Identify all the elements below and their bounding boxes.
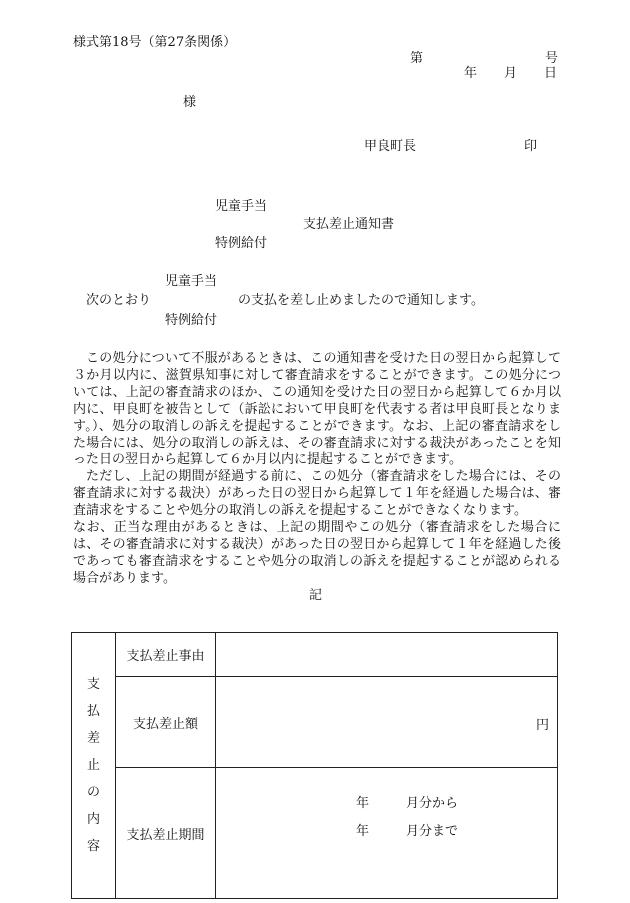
vertical-char: 支 [86, 677, 100, 692]
period-to-month: 月分まで [406, 824, 459, 839]
table-row [72, 768, 558, 899]
date-year: 年 [464, 66, 478, 81]
vertical-char: の [86, 785, 100, 800]
date-month: 月 [504, 66, 518, 81]
addressee-honorific: 様 [183, 95, 197, 110]
ki-heading: 記 [309, 588, 323, 603]
intro-prefix: 次のとおり [86, 293, 152, 308]
period-from-month: 月分から [406, 796, 459, 811]
page-title: 支払差止通知書 [303, 217, 395, 232]
date-day: 日 [544, 66, 558, 81]
vertical-char: 止 [86, 758, 100, 773]
sender-name: 甲良町長 [364, 139, 417, 154]
notice-paragraph: ただし、上記の期間が経過する前に、この処分（審査請求をした場合には、その審査請求に対する裁決）があった日の翌日から起算して１年を経過した場合は、審査請求をすることや処分の取消しの訴えを提起することができなくなります。 [73, 469, 561, 519]
suspension-details-table [71, 632, 558, 899]
appeal-notice [73, 351, 561, 588]
intro-option-child-allowance: 児童手当 [165, 274, 218, 289]
period-from-year: 年 [356, 796, 370, 811]
notice-paragraph: なお、正当な理由があるときは、上記の期間やこの処分（審査請求をした場合には、その審査請求に対する裁決）があった日の翌日から起算して１年を経過した後であっても審査請求をすることや処分の取消しの訴えを提起することが認められる場合があります。 [73, 520, 561, 586]
period-label: 支払差止期間 [116, 768, 216, 899]
suspension-content-label [72, 633, 116, 899]
document-number-prefix: 第 [410, 51, 424, 66]
vertical-char: 内 [86, 812, 100, 827]
vertical-char: 容 [86, 839, 100, 854]
notice-paragraph: この処分について不服があるときは、この通知書を受けた日の翌日から起算して３か月以内に、滋賀県知事に対して審査請求をすることができます。この処分については、上記の審査請求のほか、この通知を受けた日の翌日から起算して６か月以内に、甲良町を被告として（訴訟において甲良町を代表する者は甲良町長となります。）、処分の取消しの訴えを提起することができます。なお、上記の審査請求をした場合には、処分の取消しの訴えは、その審査請求に対する裁決があったことを知った日の翌日から起算して６か月以内に提起することができます。 [73, 351, 561, 468]
yen-unit: 円 [535, 718, 549, 733]
period-value [216, 768, 558, 899]
table-row [72, 677, 558, 768]
title-option-child-allowance: 児童手当 [215, 199, 268, 214]
vertical-char: 払 [86, 704, 100, 719]
table-row [72, 633, 558, 677]
title-option-special-benefit: 特例給付 [215, 236, 268, 251]
intro-suffix: の支払を差し止めましたので通知します。 [238, 293, 484, 308]
form-number: 様式第18号（第27条関係） [73, 35, 237, 50]
seal-mark: 印 [524, 139, 538, 154]
vertical-char: 差 [86, 731, 100, 746]
document-number-suffix: 号 [545, 51, 559, 66]
intro-option-special-benefit: 特例給付 [165, 313, 218, 328]
period-to-year: 年 [356, 824, 370, 839]
reason-value [216, 633, 558, 677]
amount-label: 支払差止額 [116, 677, 216, 768]
reason-label: 支払差止事由 [116, 633, 216, 677]
amount-value [216, 677, 558, 768]
